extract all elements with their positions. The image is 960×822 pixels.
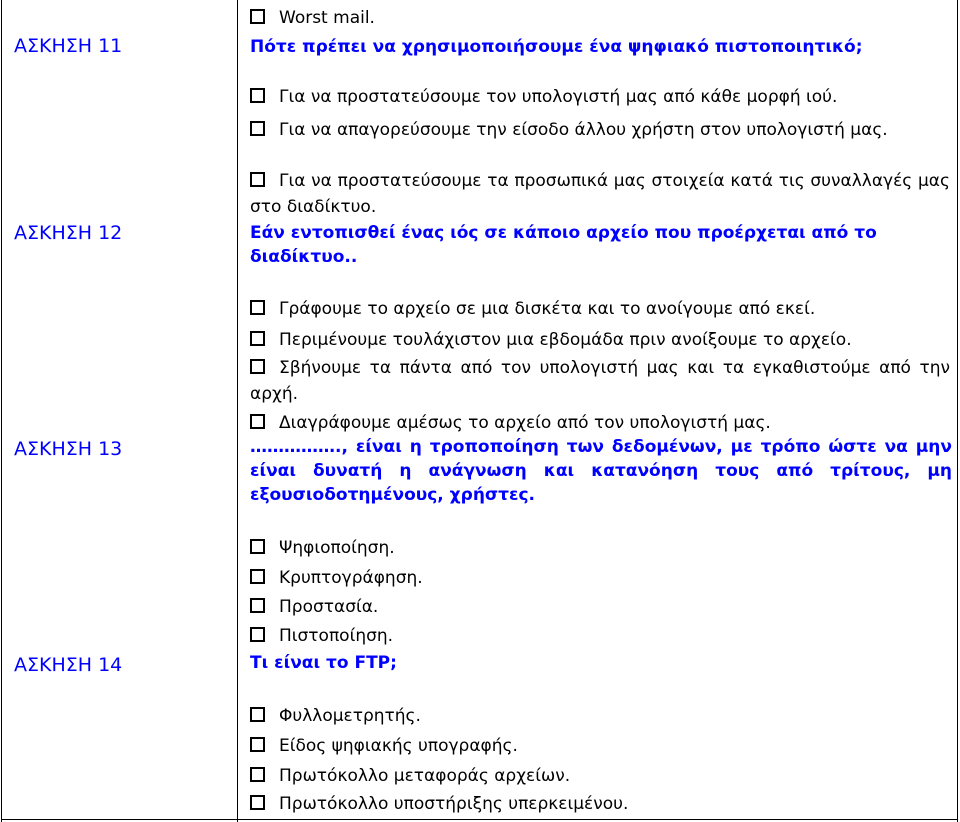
checkbox-icon[interactable]: [250, 414, 265, 429]
checkbox-icon[interactable]: [250, 359, 265, 374]
question-text: Εάν εντοπισθεί ένας ιός σε κάποιο αρχείο που προέρχεται από το διαδίκτυο..: [250, 223, 877, 267]
exercise-label: ΑΣΚΗΣΗ 12: [14, 222, 123, 244]
checkbox-icon[interactable]: [250, 627, 265, 642]
question-text: Τι είναι το FTP;: [250, 653, 397, 673]
option-checkbox[interactable]: Περιμένουμε τουλάχιστον μια εβδομάδα πριν ανοίξουμε το αρχείο.: [250, 327, 950, 353]
question-text: ……………., είναι η τροποποίηση των δεδομένων, με τρόπο ώστε να μην είναι δυνατή η ανάγνωση και κατανόηση τους από τρίτους, μη εξουσιοδοτημένους, χρήστες.: [250, 437, 952, 505]
option-checkbox[interactable]: Worst mail.: [250, 5, 950, 31]
exercise-label: ΑΣΚΗΣΗ 13: [14, 438, 123, 460]
option-checkbox[interactable]: Για να προστατεύσουμε τον υπολογιστή μας από κάθε μορφή ιού.: [250, 84, 950, 110]
checkbox-icon[interactable]: [250, 331, 265, 346]
checkbox-icon[interactable]: [250, 172, 265, 187]
option-checkbox[interactable]: Πρωτόκολλο μεταφοράς αρχείων.: [250, 763, 950, 789]
checkbox-icon[interactable]: [250, 795, 265, 810]
option-checkbox[interactable]: Προστασία.: [250, 594, 950, 620]
checkbox-icon[interactable]: [250, 121, 265, 136]
option-checkbox[interactable]: Γράφουμε το αρχείο σε μια δισκέτα και το ανοίγουμε από εκεί.: [250, 296, 950, 322]
option-checkbox[interactable]: Φυλλομετρητής.: [250, 703, 950, 729]
checkbox-icon[interactable]: [250, 569, 265, 584]
option-checkbox[interactable]: Διαγράφουμε αμέσως το αρχείο από τον υπολογιστή μας.: [250, 410, 950, 436]
checkbox-icon[interactable]: [250, 300, 265, 315]
question-text: Πότε πρέπει να χρησιμοποιήσουμε ένα ψηφιακό πιστοποιητικό;: [250, 37, 863, 57]
option-checkbox[interactable]: Κρυπτογράφηση.: [250, 565, 950, 591]
option-checkbox[interactable]: Ψηφιοποίηση.: [250, 535, 950, 561]
option-checkbox[interactable]: Για να απαγορεύσουμε την είσοδο άλλου χρήστη στον υπολογιστή μας.: [250, 117, 950, 143]
checkbox-icon[interactable]: [250, 707, 265, 722]
checkbox-icon[interactable]: [250, 88, 265, 103]
checkbox-icon[interactable]: [250, 9, 265, 24]
option-checkbox[interactable]: Πρωτόκολλο υποστήριξης υπερκειμένου.: [250, 791, 950, 817]
exercise-label: ΑΣΚΗΣΗ 11: [14, 35, 123, 57]
option-checkbox[interactable]: Πιστοποίηση.: [250, 623, 950, 649]
exercise-label: ΑΣΚΗΣΗ 14: [14, 654, 123, 676]
checkbox-icon[interactable]: [250, 767, 265, 782]
option-checkbox[interactable]: Σβήνουμε τα πάντα από τον υπολογιστή μας και τα εγκαθιστούμε από την αρχή.: [250, 358, 950, 404]
checkbox-icon[interactable]: [250, 737, 265, 752]
checkbox-icon[interactable]: [250, 539, 265, 554]
option-checkbox[interactable]: Για να προστατεύσουμε τα προσωπικά μας στοιχεία κατά τις συναλλαγές μας στο διαδίκτυο.: [250, 171, 950, 217]
checkbox-icon[interactable]: [250, 598, 265, 613]
option-checkbox[interactable]: Είδος ψηφιακής υπογραφής.: [250, 733, 950, 759]
